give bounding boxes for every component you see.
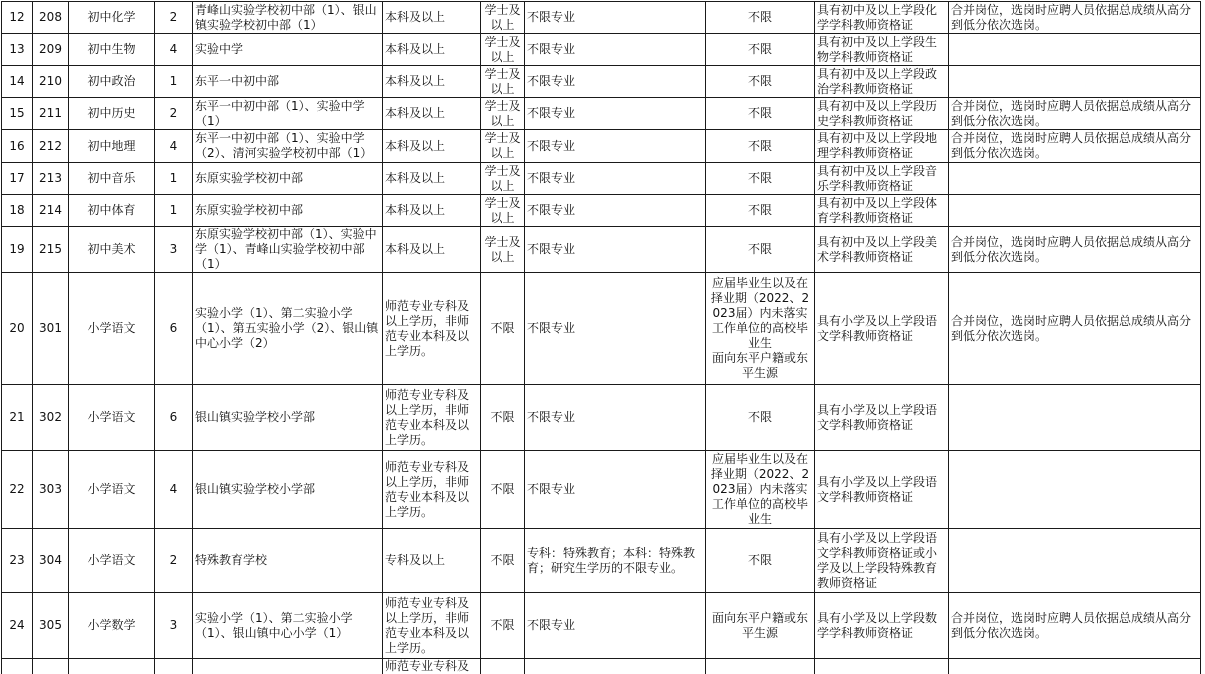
major-cell: 专科：特殊教育；本科：特殊教育；研究生学历的不限专业。 [525, 529, 706, 593]
certificate-cell: 具有初中及以上学段历史学科教师资格证 [815, 98, 949, 130]
note-cell [949, 163, 1201, 195]
other-requirement-cell: 不限 [706, 34, 815, 66]
recruitment-table [1, 1, 1201, 674]
subject-cell [69, 659, 155, 674]
school-cell: 东原实验学校初中部 [193, 195, 383, 227]
degree-cell: 学士及以上 [481, 130, 525, 163]
education-cell: 本科及以上 [383, 34, 481, 66]
seq-cell: 22 [2, 451, 33, 529]
count-cell: 4 [155, 130, 193, 163]
position-code-cell: 213 [33, 163, 69, 195]
education-cell: 师范专业专科及以上学历，非师范专业本科及以上学历。 [383, 273, 481, 385]
degree-cell [481, 659, 525, 674]
table-row [2, 66, 1201, 98]
major-cell: 不限专业 [525, 195, 706, 227]
table-row [2, 2, 1201, 34]
other-requirement-cell: 不限 [706, 2, 815, 34]
position-code-cell: 302 [33, 385, 69, 451]
position-code-cell: 305 [33, 593, 69, 659]
school-cell: 东平一中初中部（1）、实验中学（1） [193, 98, 383, 130]
table-row [2, 593, 1201, 659]
school-cell [193, 659, 383, 674]
other-requirement-cell: 不限 [706, 529, 815, 593]
subject-cell: 小学语文 [69, 529, 155, 593]
degree-cell: 学士及以上 [481, 2, 525, 34]
degree-cell: 不限 [481, 593, 525, 659]
position-code-cell: 303 [33, 451, 69, 529]
subject-cell: 初中化学 [69, 2, 155, 34]
subject-cell: 初中美术 [69, 227, 155, 273]
position-code-cell: 209 [33, 34, 69, 66]
subject-cell: 初中历史 [69, 98, 155, 130]
school-cell: 东平一中初中部 [193, 66, 383, 98]
count-cell: 1 [155, 163, 193, 195]
count-cell: 3 [155, 593, 193, 659]
seq-cell: 14 [2, 66, 33, 98]
school-cell: 青峰山实验学校初中部（1）、银山镇实验学校初中部（1） [193, 2, 383, 34]
education-cell: 本科及以上 [383, 130, 481, 163]
school-cell: 银山镇实验学校小学部 [193, 385, 383, 451]
education-cell: 本科及以上 [383, 98, 481, 130]
degree-cell: 不限 [481, 385, 525, 451]
certificate-cell: 具有初中及以上学段生物学科教师资格证 [815, 34, 949, 66]
count-cell: 2 [155, 529, 193, 593]
certificate-cell: 具有初中及以上学段地理学科教师资格证 [815, 130, 949, 163]
subject-cell: 小学语文 [69, 385, 155, 451]
major-cell: 不限专业 [525, 451, 706, 529]
count-cell: 6 [155, 273, 193, 385]
certificate-cell: 具有初中及以上学段化学学科教师资格证 [815, 2, 949, 34]
table-row [2, 163, 1201, 195]
seq-cell: 13 [2, 34, 33, 66]
seq-cell: 24 [2, 593, 33, 659]
position-code-cell: 211 [33, 98, 69, 130]
certificate-cell: 具有小学及以上学段语文学科教师资格证或小学及以上学段特殊教育教师资格证 [815, 529, 949, 593]
degree-cell: 不限 [481, 529, 525, 593]
school-cell: 实验中学 [193, 34, 383, 66]
education-cell: 本科及以上 [383, 163, 481, 195]
count-cell [155, 659, 193, 674]
school-cell: 特殊教育学校 [193, 529, 383, 593]
other-requirement-cell: 应届毕业生以及在择业期（2022、2023届）内未落实工作单位的高校毕业生 面向东平户籍或东平生源 [706, 273, 815, 385]
education-cell: 本科及以上 [383, 2, 481, 34]
education-cell: 本科及以上 [383, 66, 481, 98]
position-code-cell [33, 659, 69, 674]
education-cell: 师范专业专科及 [383, 659, 481, 674]
seq-cell: 16 [2, 130, 33, 163]
certificate-cell: 具有初中及以上学段体育学科教师资格证 [815, 195, 949, 227]
education-cell: 师范专业专科及以上学历，非师范专业本科及以上学历。 [383, 593, 481, 659]
count-cell: 3 [155, 227, 193, 273]
subject-cell: 小学语文 [69, 451, 155, 529]
seq-cell [2, 659, 33, 674]
other-requirement-cell: 不限 [706, 385, 815, 451]
seq-cell: 21 [2, 385, 33, 451]
note-cell [949, 659, 1201, 674]
school-cell: 东原实验学校初中部（1）、实验中学（1）、青峰山实验学校初中部（1） [193, 227, 383, 273]
note-cell [949, 385, 1201, 451]
table-row [2, 227, 1201, 273]
other-requirement-cell: 不限 [706, 98, 815, 130]
major-cell: 不限专业 [525, 130, 706, 163]
certificate-cell: 具有初中及以上学段政治学科教师资格证 [815, 66, 949, 98]
degree-cell: 学士及以上 [481, 163, 525, 195]
note-cell [949, 195, 1201, 227]
note-cell [949, 451, 1201, 529]
degree-cell: 学士及以上 [481, 195, 525, 227]
count-cell: 1 [155, 66, 193, 98]
subject-cell: 初中政治 [69, 66, 155, 98]
table-row [2, 273, 1201, 385]
position-code-cell: 208 [33, 2, 69, 34]
major-cell: 不限专业 [525, 593, 706, 659]
count-cell: 4 [155, 34, 193, 66]
degree-cell: 学士及以上 [481, 66, 525, 98]
count-cell: 4 [155, 451, 193, 529]
table-row [2, 130, 1201, 163]
school-cell: 东平一中初中部（1）、实验中学（2）、清河实验学校初中部（1） [193, 130, 383, 163]
school-cell: 实验小学（1）、第二实验小学（1）、第五实验小学（2）、银山镇中心小学（2） [193, 273, 383, 385]
position-code-cell: 214 [33, 195, 69, 227]
education-cell: 师范专业专科及以上学历，非师范专业本科及以上学历。 [383, 451, 481, 529]
note-cell [949, 34, 1201, 66]
note-cell: 合并岗位，选岗时应聘人员依据总成绩从高分到低分依次选岗。 [949, 593, 1201, 659]
position-code-cell: 215 [33, 227, 69, 273]
subject-cell: 初中体育 [69, 195, 155, 227]
count-cell: 2 [155, 98, 193, 130]
subject-cell: 小学语文 [69, 273, 155, 385]
count-cell: 6 [155, 385, 193, 451]
note-cell: 合并岗位，选岗时应聘人员依据总成绩从高分到低分依次选岗。 [949, 273, 1201, 385]
table-row [2, 98, 1201, 130]
education-cell: 专科及以上 [383, 529, 481, 593]
education-cell: 本科及以上 [383, 227, 481, 273]
position-code-cell: 210 [33, 66, 69, 98]
seq-cell: 15 [2, 98, 33, 130]
education-cell: 本科及以上 [383, 195, 481, 227]
seq-cell: 18 [2, 195, 33, 227]
other-requirement-cell: 不限 [706, 66, 815, 98]
certificate-cell: 具有小学及以上学段语文学科教师资格证 [815, 385, 949, 451]
note-cell [949, 529, 1201, 593]
table-row [2, 451, 1201, 529]
other-requirement-cell: 不限 [706, 227, 815, 273]
major-cell: 不限专业 [525, 34, 706, 66]
subject-cell: 初中生物 [69, 34, 155, 66]
major-cell: 不限专业 [525, 163, 706, 195]
major-cell [525, 659, 706, 674]
note-cell: 合并岗位，选岗时应聘人员依据总成绩从高分到低分依次选岗。 [949, 130, 1201, 163]
certificate-cell: 具有初中及以上学段美术学科教师资格证 [815, 227, 949, 273]
seq-cell: 19 [2, 227, 33, 273]
seq-cell: 12 [2, 2, 33, 34]
position-code-cell: 304 [33, 529, 69, 593]
degree-cell: 学士及以上 [481, 98, 525, 130]
seq-cell: 20 [2, 273, 33, 385]
count-cell: 1 [155, 195, 193, 227]
certificate-cell: 具有小学及以上学段数学学科教师资格证 [815, 593, 949, 659]
table-row-partial [2, 659, 1201, 674]
school-cell: 实验小学（1）、第二实验小学（1）、银山镇中心小学（1） [193, 593, 383, 659]
table-row [2, 195, 1201, 227]
certificate-cell: 具有小学及以上学段语文学科教师资格证 [815, 451, 949, 529]
count-cell: 2 [155, 2, 193, 34]
major-cell: 不限专业 [525, 98, 706, 130]
degree-cell: 学士及以上 [481, 227, 525, 273]
note-cell: 合并岗位，选岗时应聘人员依据总成绩从高分到低分依次选岗。 [949, 2, 1201, 34]
degree-cell: 学士及以上 [481, 34, 525, 66]
degree-cell: 不限 [481, 451, 525, 529]
note-cell [949, 66, 1201, 98]
position-code-cell: 301 [33, 273, 69, 385]
major-cell: 不限专业 [525, 2, 706, 34]
table-row [2, 385, 1201, 451]
seq-cell: 17 [2, 163, 33, 195]
subject-cell: 小学数学 [69, 593, 155, 659]
other-requirement-cell: 不限 [706, 130, 815, 163]
subject-cell: 初中地理 [69, 130, 155, 163]
other-requirement-cell: 应届毕业生以及在择业期（2022、2023届）内未落实工作单位的高校毕业生 [706, 451, 815, 529]
note-cell: 合并岗位，选岗时应聘人员依据总成绩从高分到低分依次选岗。 [949, 98, 1201, 130]
certificate-cell: 具有小学及以上学段语文学科教师资格证 [815, 273, 949, 385]
note-cell: 合并岗位，选岗时应聘人员依据总成绩从高分到低分依次选岗。 [949, 227, 1201, 273]
other-requirement-cell: 面向东平户籍或东平生源 [706, 593, 815, 659]
school-cell: 东原实验学校初中部 [193, 163, 383, 195]
seq-cell: 23 [2, 529, 33, 593]
other-requirement-cell: 不限 [706, 163, 815, 195]
other-requirement-cell: 不限 [706, 195, 815, 227]
major-cell: 不限专业 [525, 66, 706, 98]
major-cell: 不限专业 [525, 273, 706, 385]
other-requirement-cell [706, 659, 815, 674]
table-row [2, 34, 1201, 66]
position-code-cell: 212 [33, 130, 69, 163]
subject-cell: 初中音乐 [69, 163, 155, 195]
certificate-cell: 具有初中及以上学段音乐学科教师资格证 [815, 163, 949, 195]
major-cell: 不限专业 [525, 227, 706, 273]
major-cell: 不限专业 [525, 385, 706, 451]
table-row [2, 529, 1201, 593]
education-cell: 师范专业专科及以上学历，非师范专业本科及以上学历。 [383, 385, 481, 451]
school-cell: 银山镇实验学校小学部 [193, 451, 383, 529]
degree-cell: 不限 [481, 273, 525, 385]
table-body [2, 2, 1201, 674]
certificate-cell [815, 659, 949, 674]
